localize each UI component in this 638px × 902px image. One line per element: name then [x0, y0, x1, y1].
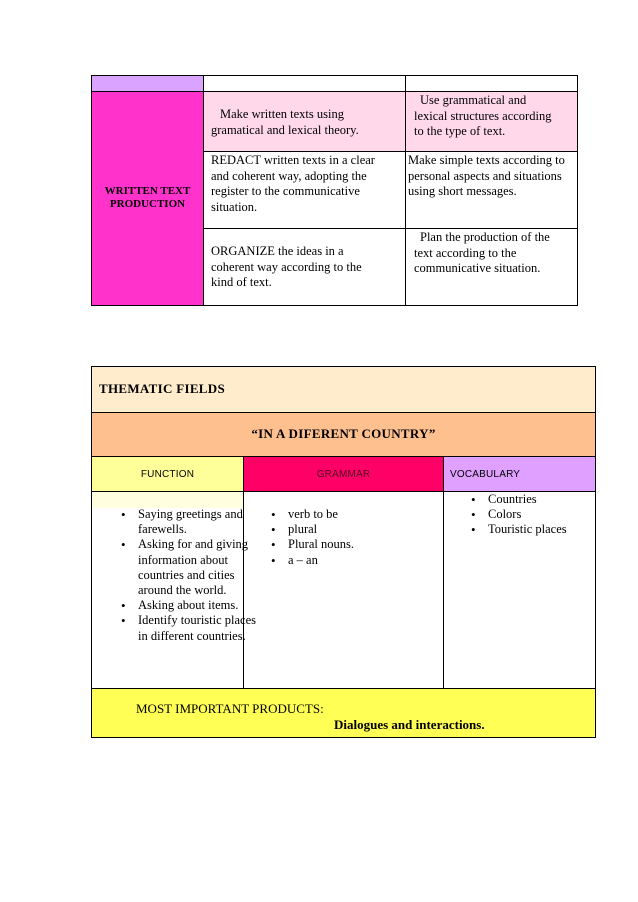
theme-title: “IN A DIFERENT COUNTRY”	[251, 425, 436, 441]
grammar-list	[264, 507, 458, 568]
grammar-header-label: GRAMMAR	[316, 468, 371, 480]
table1-top-mid-cell	[203, 75, 406, 92]
table1-row2-left-cell	[203, 151, 406, 229]
thematic-fields-label: THEMATIC FIELDS	[99, 381, 225, 396]
function-item: • Identify touristic places in different countries.	[138, 613, 268, 643]
table1-row1-right-text: Use grammatical and lexical structures according to the type of text.	[414, 93, 552, 138]
vocabulary-item: • Colors	[488, 507, 616, 522]
vocabulary-cell	[443, 491, 596, 689]
function-item: • Saying greetings and farewells.	[138, 507, 268, 537]
grammar-cell	[243, 491, 444, 689]
vocabulary-list	[464, 492, 616, 538]
grammar-header	[243, 456, 444, 492]
table1-row3-left-cell	[203, 228, 406, 306]
table1-row1-right-cell	[405, 91, 578, 152]
table1-row2-left-text: REDACT written texts in a clear and coherent way, adopting the register to the communicative situation.	[211, 153, 375, 214]
grammar-item: • verb to be	[288, 507, 458, 522]
vocabulary-item: • Countries	[488, 492, 616, 507]
table1-row3-left-text: ORGANIZE the ideas in a coherent way according to the kind of text.	[211, 244, 362, 289]
function-cell-highlight	[92, 492, 243, 508]
table1-row3-right-text: Plan the production of the text according to the communicative situation.	[414, 230, 550, 275]
written-text-production-label-cell	[91, 91, 204, 306]
products-row	[91, 688, 596, 738]
theme-title-row	[91, 412, 596, 457]
function-item: • Asking about items.	[138, 598, 268, 613]
grammar-item: • a – an	[288, 553, 458, 568]
function-item: • Asking for and giving information about countries and cities around the world.	[138, 537, 268, 598]
table1-row2-right-cell	[405, 151, 578, 229]
table1-row1-left-text: Make written texts using gramatical and lexical theory.	[211, 107, 359, 137]
function-header-label: FUNCTION	[140, 468, 195, 480]
thematic-fields-header	[91, 366, 596, 413]
table1-top-right-cell	[405, 75, 578, 92]
table1-row1-left-cell	[203, 91, 406, 152]
table1-top-left-cell	[91, 75, 204, 92]
vocabulary-item: • Touristic places	[488, 522, 616, 537]
products-label: MOST IMPORTANT PRODUCTS:	[136, 701, 324, 716]
products-value: Dialogues and interactions.	[334, 717, 485, 732]
function-header	[91, 456, 244, 492]
table1-row3-right-cell	[405, 228, 578, 306]
table1-row2-right-text: Make simple texts according to personal aspects and situations using short messages.	[408, 153, 565, 198]
written-text-production-label: WRITTEN TEXT PRODUCTION	[104, 184, 191, 210]
vocabulary-header	[443, 456, 596, 492]
function-cell	[91, 491, 257, 689]
grammar-item: • plural	[288, 522, 458, 537]
vocabulary-header-label: VOCABULARY	[450, 469, 521, 480]
grammar-item: • Plural nouns.	[288, 537, 458, 552]
